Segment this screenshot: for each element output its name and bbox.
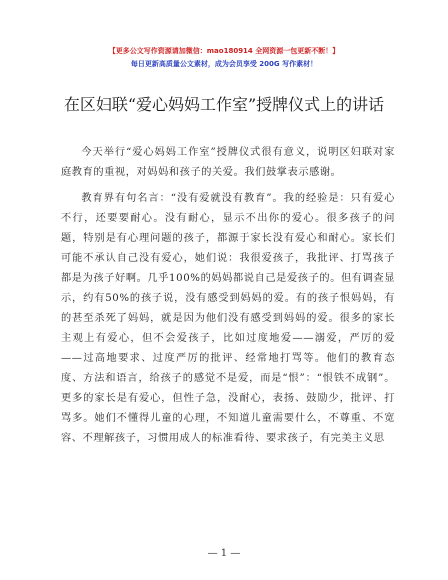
paragraph-2: 教育界有句名言：“没有爱就没有教育”。我的经验是：只有爱心不行，还要要耐心。没有耐心，显示不出你的爱心。很多孩子的问题，特别是有心理问题的孩子，都源于家长没有爱心和耐心。家长们可能不承认自己没有爱心，她们说：我很爱孩子，我批评、打骂孩子都是为孩子好啊。几乎100%的妈妈都说自己是爱孩子的。但有调查显示，约有50%的孩子说，没有感受到妈妈的爱。有的孩子恨妈妈，有的甚至杀死了妈妈，就是因为他们没有感受到妈妈的爱。很多的家长主观上有爱心，但不会爱孩子，比如过度地爱——溺爱，严厉的爱——过高地要求、过度严厉的批评、经常地打骂等。他们的教育态度、方法和语言，给孩子的感觉不是爱，而是“恨”：“恨铁不成钢”。更多的家长是有爱心，但性子急，没耐心，表扬、鼓励少，批评、打骂多。她们不懂得儿童的心理，不知道儿童需要什么，不尊重、不宽容、不理解孩子，习惯用成人的标准看待、要求孩子，有完美主义思	[61, 193, 395, 444]
promo-banner-line-2: 每日更新高质量公文素材，成为会员享受 200G 写作素材！	[130, 60, 318, 68]
paragraph-1: 今天举行“爱心妈妈工作室”授牌仪式很有意义，说明区妇联对家庭教育的重视，对妈妈和孩子的关爱。我们鼓掌表示感谢。	[61, 147, 395, 178]
page-number: — 1 —	[207, 548, 241, 559]
document-title: 在区妇联“爱心妈妈工作室”授牌仪式上的讲话	[63, 95, 385, 114]
document-body	[61, 143, 395, 455]
promo-banner-line-1: 【更多公文写作资源请加微信：mao180914 全网资源一包更新不断！】	[108, 47, 340, 55]
